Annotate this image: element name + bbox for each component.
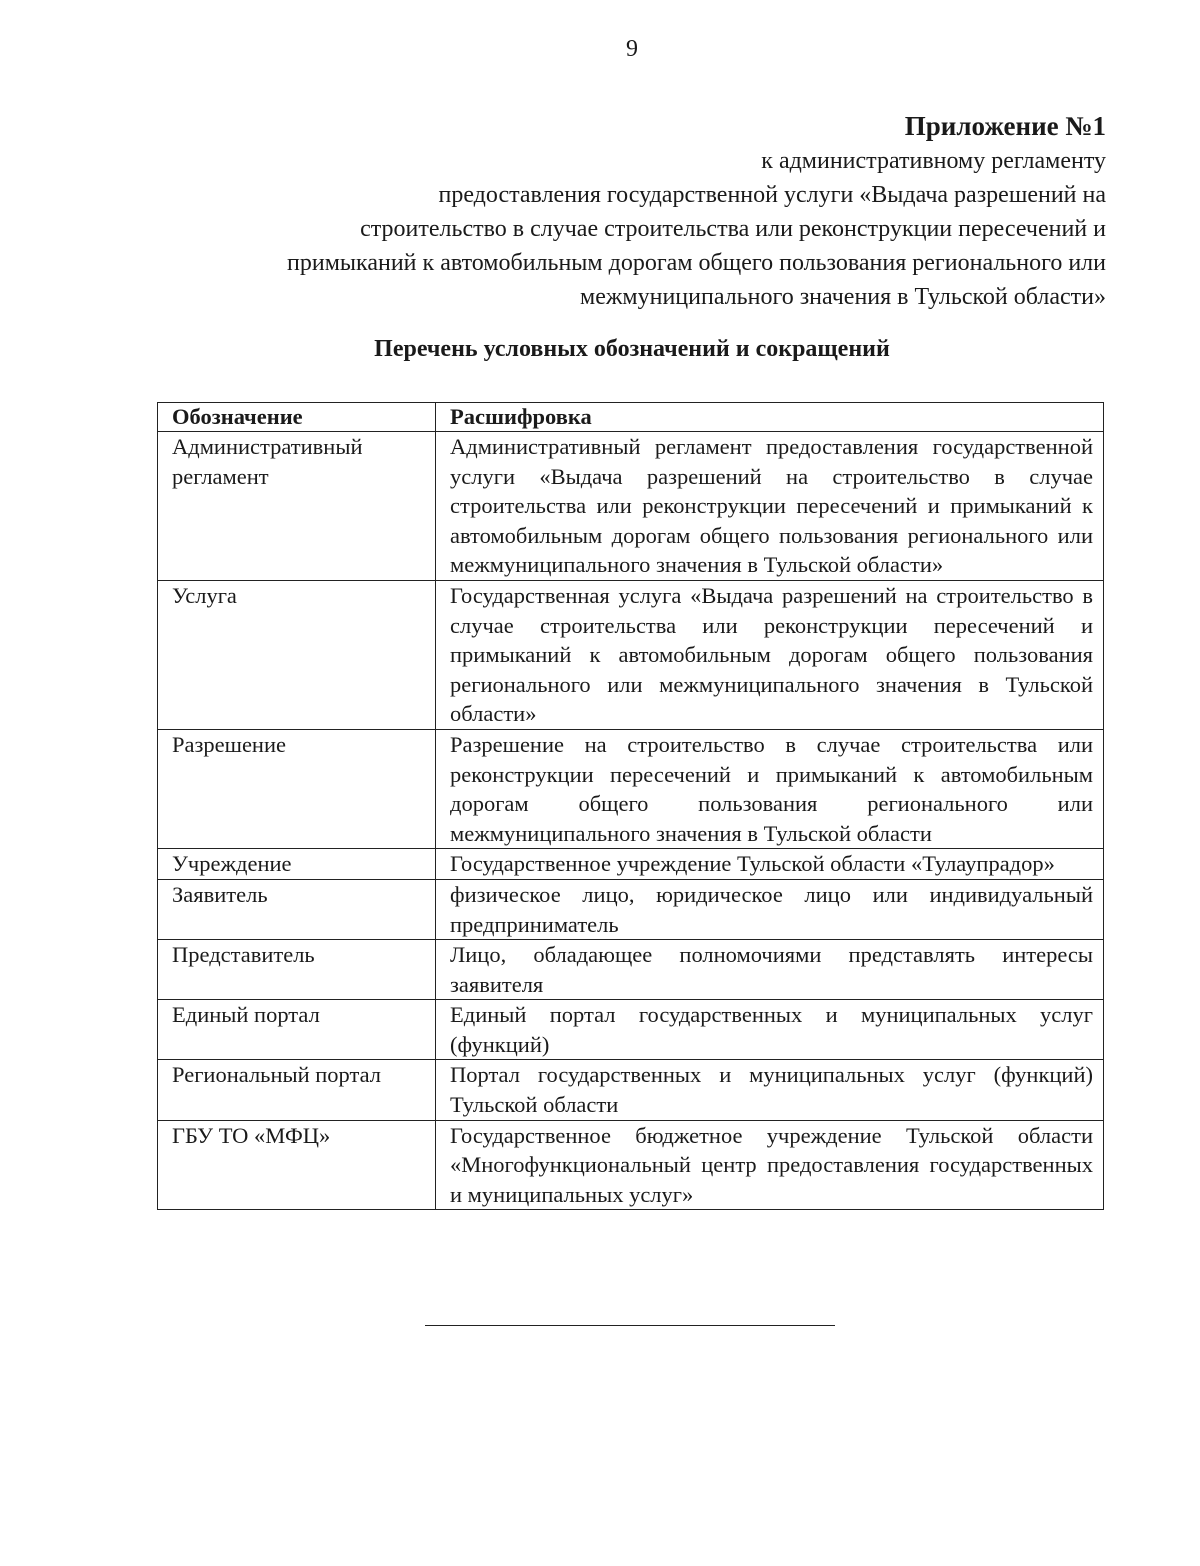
term-cell: Административный регламент bbox=[158, 432, 436, 581]
document-title: Перечень условных обозначений и сокращений bbox=[374, 336, 890, 362]
appendix-line: строительство в случае строительства или реконструкции пересечений и bbox=[360, 216, 1106, 242]
end-divider bbox=[425, 1325, 835, 1326]
definition-cell: физическое лицо, юридическое лицо или индивидуальный предприниматель bbox=[436, 879, 1104, 939]
term-cell: Учреждение bbox=[158, 849, 436, 880]
header-term: Обозначение bbox=[158, 403, 436, 432]
term-cell: Заявитель bbox=[158, 879, 436, 939]
table-row bbox=[158, 1060, 1104, 1120]
term-cell: Представитель bbox=[158, 940, 436, 1000]
table-header-row bbox=[158, 403, 1104, 432]
header-definition: Расшифровка bbox=[436, 403, 1104, 432]
table-row bbox=[158, 849, 1104, 880]
term-cell: Услуга bbox=[158, 580, 436, 729]
appendix-line: примыканий к автомобильным дорогам общего пользования регионального или bbox=[287, 250, 1106, 276]
term-cell: Региональный портал bbox=[158, 1060, 436, 1120]
term-cell: Единый портал bbox=[158, 1000, 436, 1060]
abbreviations-table bbox=[157, 402, 1104, 1210]
table-row bbox=[158, 580, 1104, 729]
definition-cell: Государственное бюджетное учреждение Тульской области «Многофункциональный центр предоставления государственных и муниципальных услуг» bbox=[436, 1120, 1104, 1210]
table-row bbox=[158, 879, 1104, 939]
table-row bbox=[158, 432, 1104, 581]
definition-cell: Административный регламент предоставления государственной услуги «Выдача разрешений на строительство в случае строительства или реконструкции пересечений и примыканий к автомобильным дорогам общего пользования регионального или межмуниципального значения в Тульской области» bbox=[436, 432, 1104, 581]
definition-cell: Портал государственных и муниципальных услуг (функций) Тульской области bbox=[436, 1060, 1104, 1120]
table-row bbox=[158, 940, 1104, 1000]
definition-cell: Государственная услуга «Выдача разрешений на строительство в случае строительства или реконструкции пересечений и примыканий к автомобильным дорогам общего пользования регионального или межмуниципального значения в Тульской области» bbox=[436, 580, 1104, 729]
page-number: 9 bbox=[626, 36, 638, 62]
table-row bbox=[158, 1120, 1104, 1210]
definition-cell: Единый портал государственных и муниципальных услуг (функций) bbox=[436, 1000, 1104, 1060]
appendix-header bbox=[106, 108, 1106, 314]
table-row bbox=[158, 1000, 1104, 1060]
table-row bbox=[158, 729, 1104, 848]
appendix-line: к административному регламенту bbox=[761, 148, 1106, 174]
term-cell: ГБУ ТО «МФЦ» bbox=[158, 1120, 436, 1210]
appendix-line: предоставления государственной услуги «Выдача разрешений на bbox=[438, 182, 1106, 208]
appendix-title: Приложение №1 bbox=[904, 111, 1106, 141]
definition-cell: Лицо, обладающее полномочиями представлять интересы заявителя bbox=[436, 940, 1104, 1000]
term-cell: Разрешение bbox=[158, 729, 436, 848]
definition-cell: Разрешение на строительство в случае строительства или реконструкции пересечений и примыканий к автомобильным дорогам общего пользования регионального или межмуниципального значения в Тульской области bbox=[436, 729, 1104, 848]
appendix-line: межмуниципального значения в Тульской области» bbox=[580, 284, 1106, 310]
definition-cell: Государственное учреждение Тульской области «Тулаупрадор» bbox=[436, 849, 1104, 880]
